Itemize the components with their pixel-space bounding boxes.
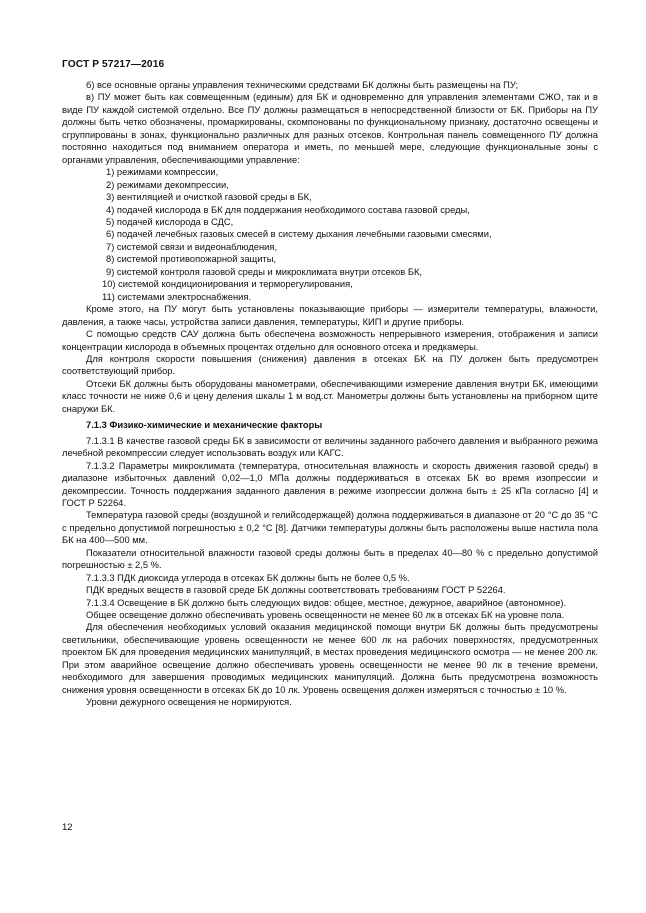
page-number: 12 [62, 822, 73, 833]
list-item: 4) подачей кислорода в БК для поддержания необходимого состава газовой среды, [106, 204, 470, 215]
list-item: 8) системой противопожарной защиты, [106, 254, 277, 265]
paragraph: Отсеки БК должны быть оборудованы манометрами, обеспечивающими измерение давления внутри БК, имеющими класс точности не ниже 0,6 и цену деления шкалы 1 м вод.ст. Манометры должны быть установлены на приборном щите снаружи БК. [62, 378, 598, 414]
list-item: 3) вентиляцией и очисткой газовой среды в БК, [106, 192, 312, 203]
document-code-header: ГОСТ Р 57217—2016 [62, 59, 165, 70]
list-item: 5) подачей кислорода в СДС, [106, 216, 234, 227]
paragraph: 7.1.3.2 Параметры микроклимата (температура, относительная влажность и скорость движения газовой среды) в диапазоне избыточных давлений 0,02—1,0 МПа должны поддерживаться в отсеках БК во время изопрессии и декомпрессии. Точность поддержания заданного давления в режиме изопрессии должна быть ± 25 кПа согласно [4] и ГОСТ Р 52264. [62, 460, 598, 508]
paragraph: Для обеспечения необходимых условий оказания медицинской помощи внутри БК должны быть предусмотрены светильники, обеспечивающие уровень освещенности не менее 600 лк на рабочих поверхностях, предусмотренных проектом БК для проведения медицинских манипуляций, в местах проведения медицинского осмотра — не менее 200 лк. При этом аварийное освещение должно обеспечивать уровень освещенности не менее 90 лк в течение времени, необходимого для завершения проводимых медицинских манипуляций. Должна быть предусмотрена возможность снижения уровня освещенности в отсеках БК до 10 лк. Уровень освещения должен измеряться с точностью ± 10 %. [62, 622, 598, 695]
paragraph: С помощью средств САУ должна быть обеспечена возможность непрерывного измерения, отображения и записи концентрации кислорода в объемных процентах отдельно для основного отсека и предкамеры. [62, 329, 598, 352]
paragraph: 7.1.3.4 Освещение в БК должно быть следующих видов: общее, местное, дежурное, аварийное (автономное). [86, 597, 567, 608]
paragraph: в) ПУ может быть как совмещенным (единым) для БК и одновременно для управления элементами СЖО, так и в виде ПУ каждой системой отдельно. Все ПУ должны размещаться в непосредственной близости от БК. Приборы на ПУ должны быть четко обозначены, промаркированы, скомпонованы по функциональному признаку, достаточно освещены и сгруппированы в зонах, функционально различных для разных отсеков. Контрольная панель совмещенного ПУ должна постоянно находиться под вниманием оператора и иметь, по меньшей мере, следующие функциональные зоны с органами управления, обеспечивающими управление: [62, 92, 598, 165]
list-item: 10) системой кондиционирования и терморегулирования, [102, 279, 353, 290]
paragraph: Показатели относительной влажности газовой среды должны быть в пределах 40—80 % с предельно допустимой погрешностью ± 2,5 %. [62, 547, 598, 571]
list-item: 6) подачей лечебных газовых смесей в систему дыхания лечебными газовыми смесями, [106, 229, 492, 240]
section-heading: 7.1.3 Физико-химические и механические факторы [86, 420, 323, 431]
paragraph: Температура газовой среды (воздушной и гелийсодержащей) должна поддерживаться в диапазоне от 20 °С до 35 °С с предельно допустимой погрешностью ± 0,2 °С [8]. Датчики температуры должны быть расположены выше настила пола БК на 400—500 мм. [62, 510, 598, 546]
paragraph: Для контроля скорости повышения (снижения) давления в отсеках БК на ПУ должен быть предусмотрен соответствующий прибор. [62, 353, 598, 377]
paragraph: ПДК вредных веществ в газовой среде БК должны соответствовать требованиям ГОСТ Р 52264. [86, 585, 506, 596]
paragraph: 7.1.3.3 ПДК диоксида углерода в отсеках БК должны быть не более 0,5 %. [86, 572, 410, 583]
document-body [62, 79, 598, 709]
paragraph: 7.1.3.1 В качестве газовой среды БК в зависимости от величины заданного рабочего давления и выбранного режима лечебной рекомпрессии следует использовать воздух или КАГС. [62, 435, 598, 459]
paragraph: Общее освещение должно обеспечивать уровень освещенности не менее 60 лк в отсеках БК на уровне пола. [86, 610, 565, 621]
list-item: 2) режимами декомпрессии, [106, 179, 229, 190]
list-item: 7) системой связи и видеонаблюдения, [106, 241, 278, 252]
list-item: 11) системами электроснабжения. [102, 291, 252, 302]
paragraph: Кроме этого, на ПУ могут быть установлены показывающие приборы — измерители температуры, влажности, давления, а также часы, устройства записи давления, температуры, КИП и другие приборы. [62, 304, 598, 327]
list-item: 1) режимами компрессии, [106, 167, 219, 178]
paragraph: Уровни дежурного освещения не нормируются. [86, 697, 292, 708]
list-item: 9) системой контроля газовой среды и микроклимата внутри отсеков БК, [106, 266, 422, 277]
control-zones-list [62, 166, 598, 303]
paragraph: б) все основные органы управления техническими средствами БК должны быть размещены на ПУ; [86, 80, 519, 90]
